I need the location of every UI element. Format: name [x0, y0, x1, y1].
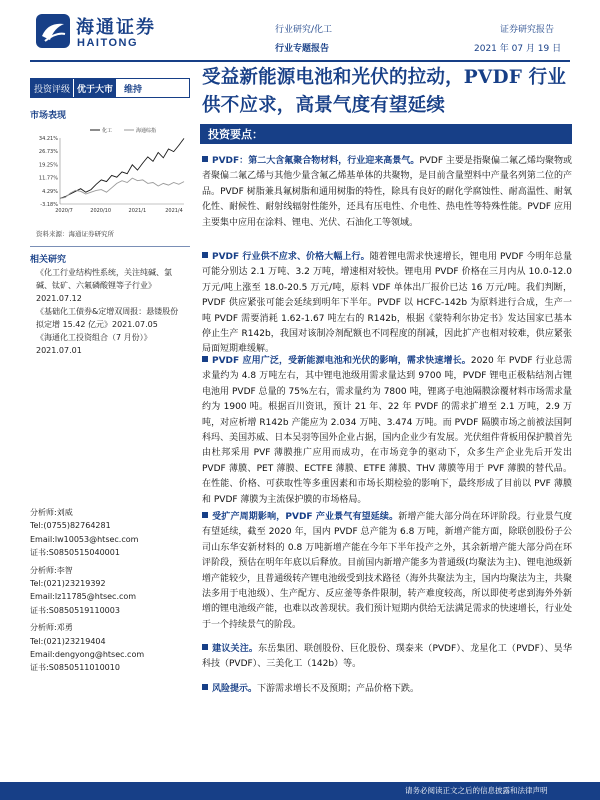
key-point-text: 随着锂电需求快速增长，锂电用 PVDF 今明年总量可能分别达 2.1 万吨、3.2 万吨，增速相对较快。锂电用 PVDF 价格在三月内从 10.0-12.0 万元/吨上涨至 18.0-20.5 万元/吨，原料 VDF 单体出厂报价已达 16 万元/吨。我们判断，PVDF 供应紧张可能会延续到明年下半年。PVDF 以 HCFC-142b 为原料进行合成，生产一吨 PVDF 需要消耗 1.62-1.67 吨左右的 R142b，根据《蒙特利尔协定书》发达国家已基本停止生产 R142b，我国对该制冷剂配额也不同程度的削减，因此扩产也相对较难，供应紧张局面短期难缓解。	[202, 252, 572, 355]
footer-disclaimer[interactable]: 请务必阅读正文之后的信息披露和法律声明	[405, 786, 548, 795]
analyst-tel: Tel:(021)23219404	[30, 636, 106, 646]
related-research-title: 相关研究	[30, 255, 67, 265]
key-point-lead: 受扩产周期影响，PVDF 产业景气有望延续。	[212, 512, 399, 522]
report-category: 行业研究/化工	[275, 25, 333, 35]
related-report-item[interactable]: 《海通化工投资组合（7 月份）》2021.07.01	[36, 333, 152, 355]
analyst-tel: Tel:(021)23219392	[30, 579, 106, 589]
legend-label: 海通综指	[136, 128, 157, 134]
key-point-text: PVDF 主要是指聚偏二氟乙烯均聚物或者聚偏二氟乙烯与其他少量含氟乙烯基单体的共聚物，是目前含量塑料中产量名列第二位的产品。PVDF 树脂兼具氟树脂和通用树脂的特性，除具有良好的耐化学腐蚀性、耐高温性、耐氧化性、耐候性、耐射线辐射性能外，还具有压电性、介电性、热电性等特殊性能。PVDF 应用主要集中应用在涂料、锂电、光伏、石油化工等领域。	[202, 156, 572, 228]
analyst-email[interactable]: Email:lz11785@htsec.com	[30, 592, 137, 602]
market-performance-title: 市场表现	[30, 111, 67, 121]
key-points-header: 投资要点：	[200, 124, 572, 144]
analyst-name: 分析师:李智	[30, 565, 73, 575]
y-tick-label: 4.29%	[42, 188, 58, 195]
key-point-lead: 风险提示。	[212, 684, 258, 694]
y-tick-label: -3.18%	[40, 202, 58, 208]
bullet-square-icon	[202, 356, 208, 362]
logo-chinese-name: 海通证券	[76, 17, 156, 38]
x-tick-label: 2021/4	[165, 208, 183, 214]
x-tick-label: 2020/7	[55, 208, 73, 214]
key-point-lead: PVDF：第二大含氟聚合物材料，行业迎来高景气。	[212, 156, 420, 166]
analyst-cert: 证书:S0850511010010	[30, 663, 120, 673]
legend-label: 化工	[102, 128, 113, 134]
y-tick-label: 34.21%	[38, 136, 58, 142]
key-point-item	[202, 154, 572, 231]
key-point-text: 下游需求增长不及预期；产品价格下跌。	[257, 684, 420, 694]
key-point-lead: PVDF 行业供不应求、价格大幅上行。	[212, 252, 370, 262]
key-point-text: 2020 年 PVDF 行业总需求量约为 4.8 万吨左右，其中锂电池级用需求量达到 9700 吨，PVDF 锂电正极粘结剂占锂电池用 PVDF 总量的 75%左右，需求量约为 7800 吨，锂离子电池隔膜涂覆材料市场需求量约为 1900 吨。根据百川资讯，预计 21 年、22 年 PVDF 的需求扩增至 2.1 万吨，2.9 万吨，对应析增 R142b 产能应为 2.034 万吨、3.474 万吨。而 PVDF 隔膜市场之前被法国阿科玛、美国苏威、日本吴羽等国外企业占据，国内企业少有发展。光伏组件背板用保护膜首先由杜邦采用 PVF 薄膜推广应用而成功，在市场竞争的驱动下，众多生产企业先后开发出 PVDF 薄膜、PET 薄膜、ECTFE 薄膜、ETFE 薄膜、THV 薄膜等用于 PVF 薄膜的替代品。在性能、价格、可获取性等多重因素和市场长期检验的影响下，最终形成了目前以 PVF 薄膜和 PVDF 薄膜为主流保护膜的市场格局。	[202, 356, 572, 505]
key-point-item	[202, 250, 572, 358]
haitong-logo-icon	[36, 14, 70, 48]
key-point-item	[202, 510, 572, 633]
investment-rating-box	[30, 78, 190, 98]
series-line-industry	[60, 138, 184, 198]
analyst-name: 分析师:邓勇	[30, 623, 73, 633]
bullet-square-icon	[202, 644, 208, 650]
key-point-item	[202, 642, 572, 673]
bullet-square-icon	[202, 252, 208, 258]
y-tick-label: 11.77%	[38, 175, 58, 182]
x-tick-label: 2021/1	[128, 208, 147, 214]
rating-value: 优于大市	[73, 79, 116, 97]
analyst-email[interactable]: Email:dengyong@htsec.com	[30, 650, 145, 660]
analyst-name: 分析师:刘威	[30, 508, 73, 517]
header-divider	[30, 60, 570, 62]
y-tick-label: 19.25%	[38, 162, 58, 169]
rating-change: 维持	[116, 79, 150, 97]
analyst-cert: 证书:S0850515040001	[30, 548, 120, 558]
brand-report-label: 证券研究报告	[500, 25, 555, 35]
report-type: 行业专题报告	[275, 44, 330, 54]
report-date: 2021 年 07 月 19 日	[474, 44, 562, 54]
related-research-list	[36, 266, 186, 357]
performance-line-chart	[30, 124, 190, 216]
y-tick-label: 26.73%	[38, 149, 58, 156]
analyst-tel: Tel:(0755)82764281	[30, 521, 111, 531]
related-report-item[interactable]: 《基础化工债券&定增双周报：悬镂股份拟定增 15.42 亿元》2021.07.05	[36, 307, 179, 329]
report-title: 受益新能源电池和光伏的拉动，PVDF 行业供不应求，高景气度有望延续	[202, 67, 567, 116]
key-point-lead: 建议关注。	[212, 644, 259, 654]
rating-label: 投资评级	[31, 79, 73, 97]
key-point-item	[202, 354, 572, 508]
analyst-contacts	[30, 506, 190, 675]
market-performance-chart	[30, 124, 190, 216]
x-tick-label: 2020/10	[90, 208, 112, 214]
chart-source: 资料来源：海通证券研究所	[36, 230, 114, 238]
key-point-text: 东岳集团、联创股份、巨化股份、璞泰来（PVDF）、龙星化工（PVDF）、昊华科技（PVDF）、三美化工（142b）等。	[202, 644, 572, 670]
logo-english-name: HAITONG	[77, 37, 139, 49]
bullet-square-icon	[202, 684, 208, 690]
analyst-email[interactable]: Email:lw10053@htsec.com	[30, 534, 139, 544]
key-point-item	[202, 682, 572, 697]
bullet-square-icon	[202, 512, 208, 518]
related-report-item[interactable]: 《化工行业结构性系统，关注纯碱、氯碱、钛矿、六氟磷酸锂等子行业》2021.07.12	[36, 268, 172, 303]
key-point-text: 新增产能大部分尚在环评阶段。行业景气度有望延续，截至 2020 年，国内 PVDF 总产能为 6.8 万吨，新增产能方面，除联创股份子公司山东华安新材料的 0.8 万吨新增产能在今年下半年投产之外，其余新增产能大部分尚在环评阶段，预估在明年年底以后释放。目前国内新增产能多为普通级(均聚法为主)、锂电池级新增产能较少，且普通级转产锂电池级受到技术路径（海外共聚法为主，国内均聚法为主，共聚法多用于电池级）、生产配方、反应釜等条件限制，转产难度较高，所以即使考虑到海外外新增的锂电池级产能，也难以改善现状。我们预计短期内供给无法满足需求的快速增长，行业处于一个持续景气的阶段。	[202, 512, 572, 630]
analyst-cert: 证书:S0850519110003	[30, 605, 120, 615]
series-line-index	[60, 178, 184, 198]
key-point-lead: PVDF 应用广泛，受新能源电池和光伏的影响，需求快速增长。	[212, 356, 471, 366]
section-divider	[30, 246, 190, 247]
bullet-square-icon	[202, 156, 208, 162]
company-logo	[36, 12, 186, 56]
